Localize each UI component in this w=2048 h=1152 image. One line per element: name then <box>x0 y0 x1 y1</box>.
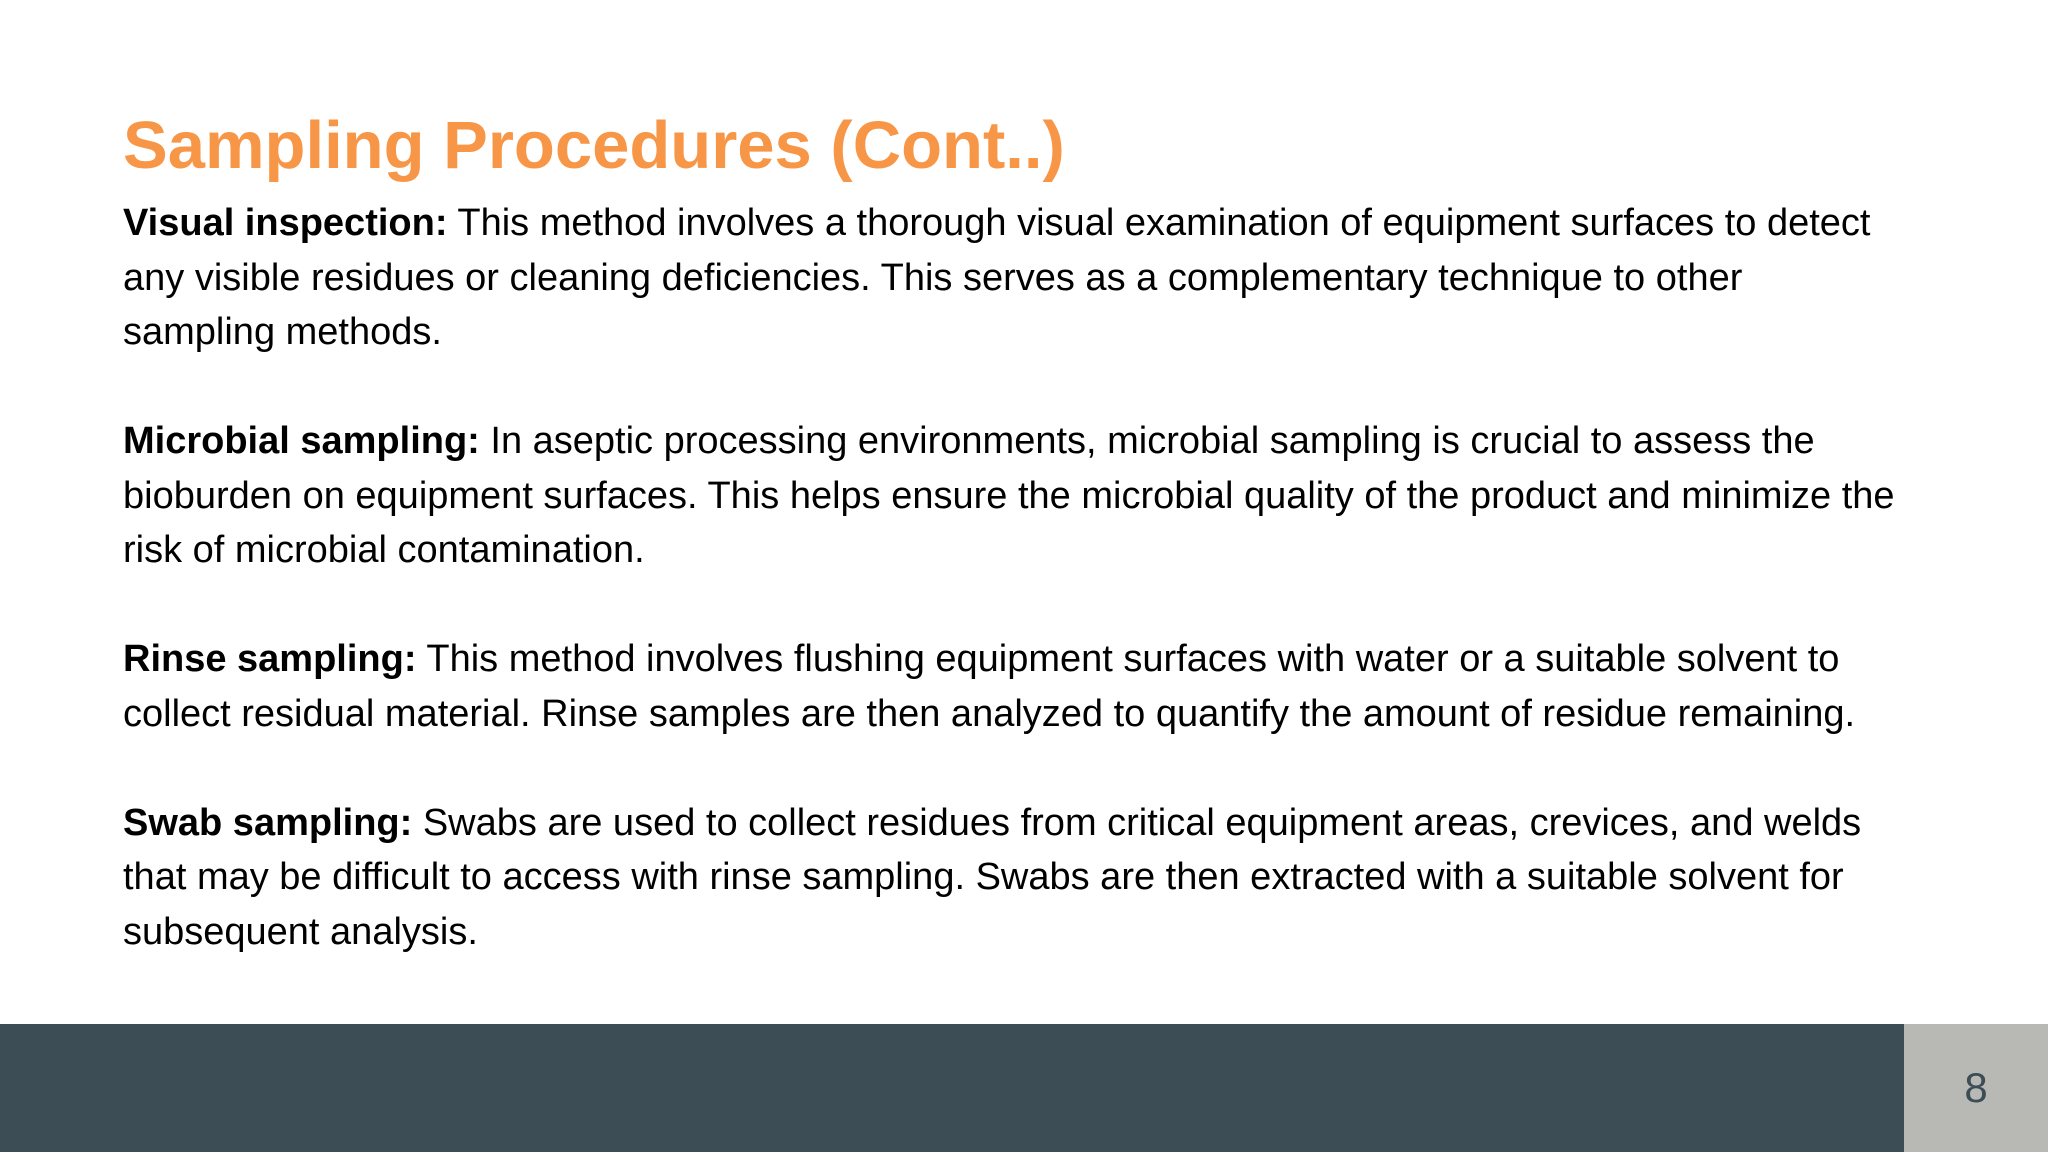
term-description: This method involves flushing equipment surfaces with water or a suitable solvent to collect residual material. Rinse samples are then analyzed to quantify the amount of residue remaining. <box>123 638 1856 735</box>
term-label: Rinse sampling: <box>123 638 417 680</box>
page-number: 8 <box>1964 1064 1988 1111</box>
paragraph-rinse-sampling <box>123 632 1903 741</box>
term-description: This method involves a thorough visual examination of equipment surfaces to detect any visible residues or cleaning deficiencies. This serves as a complementary technique to other sampling methods. <box>123 202 1871 353</box>
footer-bar <box>0 1024 1904 1152</box>
paragraph-visual-inspection <box>123 196 1903 360</box>
slide-body <box>123 196 1903 959</box>
term-label: Microbial sampling: <box>123 420 480 462</box>
term-description: Swabs are used to collect residues from critical equipment areas, crevices, and welds that may be difficult to access with rinse sampling. Swabs are then extracted with a suitable solvent for subsequent analysis. <box>123 801 1862 953</box>
term-description: In aseptic processing environments, microbial sampling is crucial to assess the bioburden on equipment surfaces. This helps ensure the microbial quality of the product and minimize the risk of microbial contamination. <box>123 420 1895 571</box>
page-number-box <box>1904 1024 2048 1152</box>
slide-title: Sampling Procedures (Cont..) <box>123 108 1065 183</box>
paragraph-swab-sampling <box>123 796 1903 960</box>
paragraph-microbial-sampling <box>123 414 1903 578</box>
term-label: Visual inspection: <box>123 202 448 244</box>
term-label: Swab sampling: <box>123 801 413 844</box>
